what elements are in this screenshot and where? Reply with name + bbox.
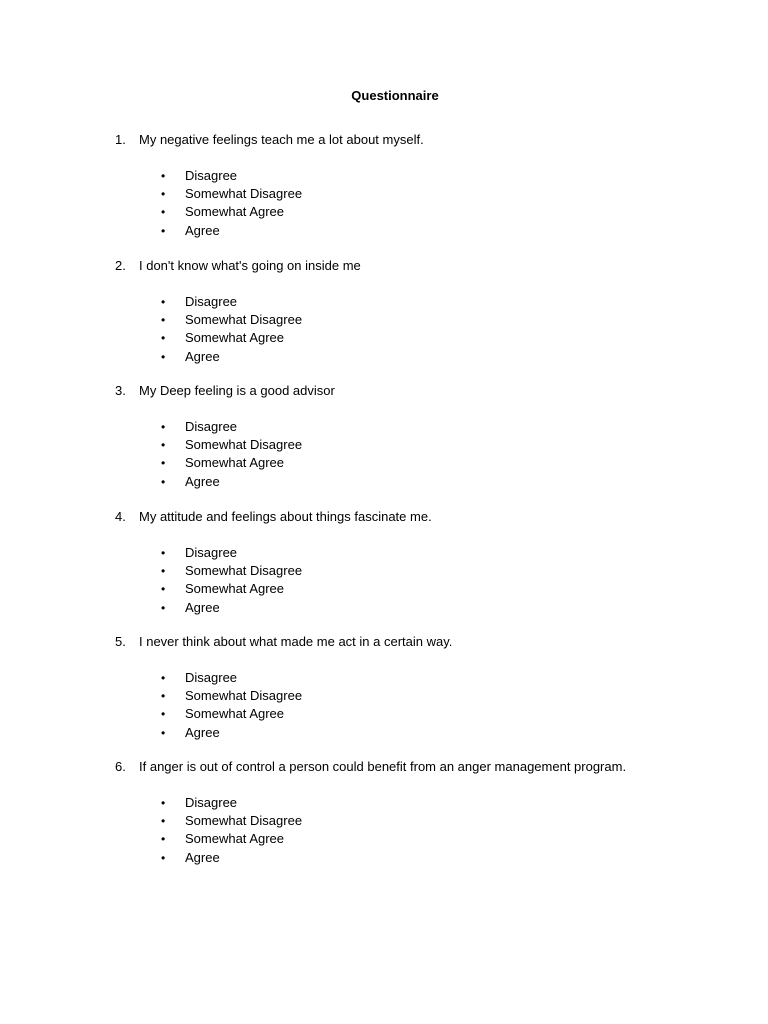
option-label: Agree	[185, 348, 220, 364]
option-label: Somewhat Disagree	[185, 813, 303, 829]
answer-options	[0, 418, 768, 491]
bullet-icon: •	[161, 187, 166, 202]
question-line	[0, 257, 768, 275]
question-number: 3.	[115, 383, 126, 398]
option-agree	[0, 348, 768, 366]
option-label: Disagree	[185, 168, 238, 183]
option-label: Somewhat Disagree	[185, 688, 303, 704]
question-line	[0, 131, 768, 149]
option-label: Somewhat Agree	[185, 706, 285, 722]
bullet-icon: •	[161, 456, 166, 471]
bullet-icon: •	[161, 546, 166, 560]
bullet-icon: •	[161, 349, 166, 364]
bullet-icon: •	[161, 582, 166, 597]
option-label: Agree	[185, 849, 220, 865]
answer-options	[0, 669, 768, 742]
option-label: Agree	[185, 724, 220, 740]
bullet-icon: •	[161, 689, 166, 704]
option-disagree	[0, 669, 768, 687]
question-6	[0, 758, 768, 867]
question-4	[0, 508, 768, 617]
option-somewhat-agree	[0, 580, 768, 598]
question-number: 6.	[115, 759, 126, 774]
option-disagree	[0, 794, 768, 812]
page-title: Questionnaire	[351, 88, 439, 103]
option-label: Agree	[185, 473, 220, 489]
option-agree	[0, 724, 768, 742]
option-somewhat-agree	[0, 454, 768, 472]
bullet-icon: •	[161, 205, 166, 220]
bullet-icon: •	[161, 725, 166, 740]
option-somewhat-agree	[0, 329, 768, 347]
answer-options	[0, 167, 768, 240]
option-label: Somewhat Agree	[185, 455, 285, 471]
option-somewhat-agree	[0, 830, 768, 848]
question-number: 4.	[115, 509, 126, 524]
option-label: Somewhat Disagree	[185, 437, 303, 453]
option-label: Disagree	[185, 419, 238, 434]
question-number: 1.	[115, 132, 126, 147]
bullet-icon: •	[161, 313, 166, 328]
option-somewhat-disagree	[0, 562, 768, 580]
answer-options	[0, 794, 768, 867]
question-line	[0, 508, 768, 526]
question-text: If anger is out of control a person could benefit from an anger management program.	[139, 759, 627, 774]
bullet-icon: •	[161, 420, 166, 434]
bullet-icon: •	[161, 223, 166, 238]
option-label: Somewhat Agree	[185, 831, 285, 847]
option-disagree	[0, 293, 768, 311]
option-disagree	[0, 418, 768, 436]
bullet-icon: •	[161, 707, 166, 722]
question-5	[0, 633, 768, 742]
bullet-icon: •	[161, 564, 166, 579]
option-label: Disagree	[185, 294, 238, 309]
option-agree	[0, 473, 768, 491]
option-somewhat-disagree	[0, 436, 768, 454]
bullet-icon: •	[161, 331, 166, 346]
answer-options	[0, 293, 768, 366]
question-line	[0, 758, 768, 776]
option-label: Disagree	[185, 795, 238, 810]
option-label: Agree	[185, 599, 220, 615]
option-somewhat-agree	[0, 705, 768, 723]
option-label: Somewhat Disagree	[185, 563, 303, 579]
option-somewhat-disagree	[0, 812, 768, 830]
bullet-icon: •	[161, 169, 166, 183]
option-somewhat-disagree	[0, 185, 768, 203]
question-number: 5.	[115, 634, 126, 649]
option-label: Somewhat Disagree	[185, 186, 303, 202]
question-text: I don't know what's going on inside me	[139, 258, 361, 273]
bullet-icon: •	[161, 671, 166, 685]
option-label: Agree	[185, 222, 220, 238]
question-3	[0, 382, 768, 491]
option-disagree	[0, 167, 768, 185]
question-number: 2.	[115, 258, 126, 273]
answer-options	[0, 544, 768, 617]
question-line	[0, 382, 768, 400]
question-text: I never think about what made me act in a certain way.	[139, 634, 453, 649]
bullet-icon: •	[161, 814, 166, 829]
question-text: My negative feelings teach me a lot about myself.	[139, 132, 424, 147]
option-label: Somewhat Agree	[185, 581, 285, 597]
bullet-icon: •	[161, 474, 166, 489]
option-agree	[0, 849, 768, 867]
option-agree	[0, 599, 768, 617]
option-label: Disagree	[185, 670, 238, 685]
option-somewhat-agree	[0, 203, 768, 221]
bullet-icon: •	[161, 850, 166, 865]
bullet-icon: •	[161, 796, 166, 810]
option-label: Disagree	[185, 545, 238, 560]
option-somewhat-disagree	[0, 687, 768, 705]
bullet-icon: •	[161, 600, 166, 615]
question-1	[0, 131, 768, 240]
bullet-icon: •	[161, 832, 166, 847]
option-label: Somewhat Disagree	[185, 312, 303, 328]
option-somewhat-disagree	[0, 311, 768, 329]
question-text: My Deep feeling is a good advisor	[139, 383, 335, 398]
question-line	[0, 633, 768, 651]
bullet-icon: •	[161, 295, 166, 309]
question-text: My attitude and feelings about things fascinate me.	[139, 509, 432, 524]
option-label: Somewhat Agree	[185, 330, 285, 346]
question-2	[0, 257, 768, 366]
option-disagree	[0, 544, 768, 562]
bullet-icon: •	[161, 438, 166, 453]
option-agree	[0, 222, 768, 240]
option-label: Somewhat Agree	[185, 204, 285, 220]
